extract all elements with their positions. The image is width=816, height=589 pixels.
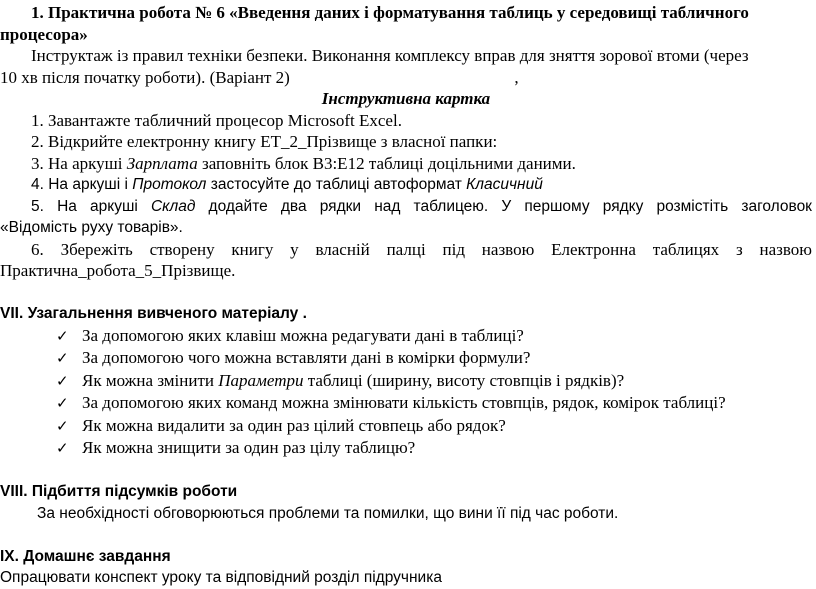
review-question-item [0, 325, 812, 348]
step-6-word: створену [149, 239, 215, 259]
review-question-item [0, 347, 812, 370]
step-6-word: у [290, 239, 299, 259]
step-6-word: власній [315, 239, 370, 259]
review-question-text: Як можна знищити за один раз цілу таблицю? [82, 438, 416, 457]
title-line-2: процесора» [0, 24, 88, 44]
step-6-word: під [442, 239, 465, 259]
step-5-word: На [57, 197, 77, 215]
step-6-word: Збережіть [60, 239, 133, 259]
intro-line-1: Інструктаж із правил техніки безпеки. Виконання комплексу вправ для зняття зорової втоми (через [31, 46, 749, 65]
step-5-word: рядки [319, 197, 362, 215]
step-5-word: розмістіть [656, 197, 729, 215]
check-icon: ✓ [56, 349, 69, 367]
step-5-sheet-name: Склад [150, 197, 196, 215]
step-3 [0, 153, 812, 175]
section-7-heading: VІІ. Узагальнення вивченого матеріалу . [0, 305, 307, 322]
instruction-card-heading: Інструктивна картка [321, 89, 491, 108]
step-5-word: заголовок [741, 197, 812, 215]
step-6-word: назвою [481, 239, 535, 259]
review-question-text: За допомогою чого можна вставляти дані в комірки формули? [82, 348, 531, 367]
step-5-word: першому [524, 197, 590, 215]
step-6-line-2: Практична_робота_5_Прізвище. [0, 261, 236, 280]
question-italic-term: Параметри [218, 370, 304, 390]
step-5-word: У [501, 197, 512, 215]
step-6-word: назвою [759, 239, 812, 259]
step-4-middle: застосуйте до таблиці автоформат [206, 176, 467, 193]
review-question-item [0, 415, 812, 438]
step-5-word: два [280, 197, 307, 215]
section-9-heading: ІХ. Домашнє завдання [0, 547, 171, 565]
step-6-word: палці [386, 239, 426, 259]
review-question-text: За допомогою яких клавіш можна редагувати дані в таблиці? [82, 325, 524, 345]
step-5-word: 5. [31, 197, 44, 215]
section-8-heading: VІІІ. Підбиття підсумків роботи [0, 483, 238, 500]
check-icon: ✓ [56, 394, 69, 412]
step-5-word: над [374, 197, 401, 215]
review-question-item [0, 437, 812, 460]
step-6-line-1 [0, 239, 812, 261]
review-question-item [0, 392, 812, 415]
spacer [0, 460, 812, 482]
step-5-word: рядку [602, 197, 644, 215]
section-8-text: За необхідності обговорюються проблеми та помилки, що вини її під час роботи. [37, 504, 619, 522]
step-4-format-name: Класичний [466, 176, 543, 193]
step-4-sheet-name: Протокол [132, 176, 207, 193]
review-question-text: Як можна змінити Параметри таблиці (ширину, висоту стовпців і рядків)? [82, 370, 625, 390]
step-3-prefix: 3. На аркуші [31, 153, 127, 173]
check-icon: ✓ [56, 371, 69, 390]
step-5-word: додайте [208, 197, 268, 215]
step-6-word: 6. [31, 239, 44, 259]
intro-line-2-text: 10 хв після початку роботи). (Варіант 2) [0, 67, 290, 87]
section-9-text: Опрацювати конспект уроку та відповідний розділ підручника [0, 569, 442, 586]
step-5-line-1 [0, 196, 812, 218]
step-6-word: Електронна [551, 239, 636, 259]
intro-stray-comma: , [514, 67, 519, 87]
check-icon: ✓ [56, 439, 69, 457]
step-2: 2. Відкрийте електронну книгу ЕТ_2_Прізвище з власної папки: [31, 132, 498, 151]
step-5-word: таблицею. [413, 197, 489, 215]
spacer [0, 282, 812, 304]
check-icon: ✓ [56, 326, 69, 345]
step-6-word: книгу [231, 239, 274, 259]
step-4 [0, 174, 812, 196]
review-question-text: За допомогою яких команд можна змінювати кількість стовпців, рядок, комірок таблиці? [82, 393, 726, 412]
step-6-word: таблицях [652, 239, 720, 259]
step-1: 1. Завантажте табличний процесор Microsoft Excel. [31, 110, 402, 130]
title-line-1: 1. Практична робота № 6 «Введення даних і форматування таблиць у середовищі табличного [31, 3, 749, 22]
spacer [0, 524, 812, 546]
step-5-word: аркуші [90, 197, 138, 215]
step-5-line-2: «Відомість руху товарів». [0, 219, 183, 236]
review-questions-list [0, 325, 812, 460]
step-4-prefix: 4. На аркуші і [31, 176, 133, 193]
step-6-word: з [735, 239, 743, 259]
check-icon: ✓ [56, 416, 69, 435]
review-question-item [0, 370, 812, 393]
step-3-sheet-name: Зарплата [126, 153, 198, 173]
step-3-suffix: заповніть блок В3:Е12 таблиці доцільними даними. [197, 153, 576, 173]
review-question-text: Як можна видалити за один раз цілий стовпець або рядок? [82, 415, 506, 435]
intro-line-2 [0, 67, 812, 89]
